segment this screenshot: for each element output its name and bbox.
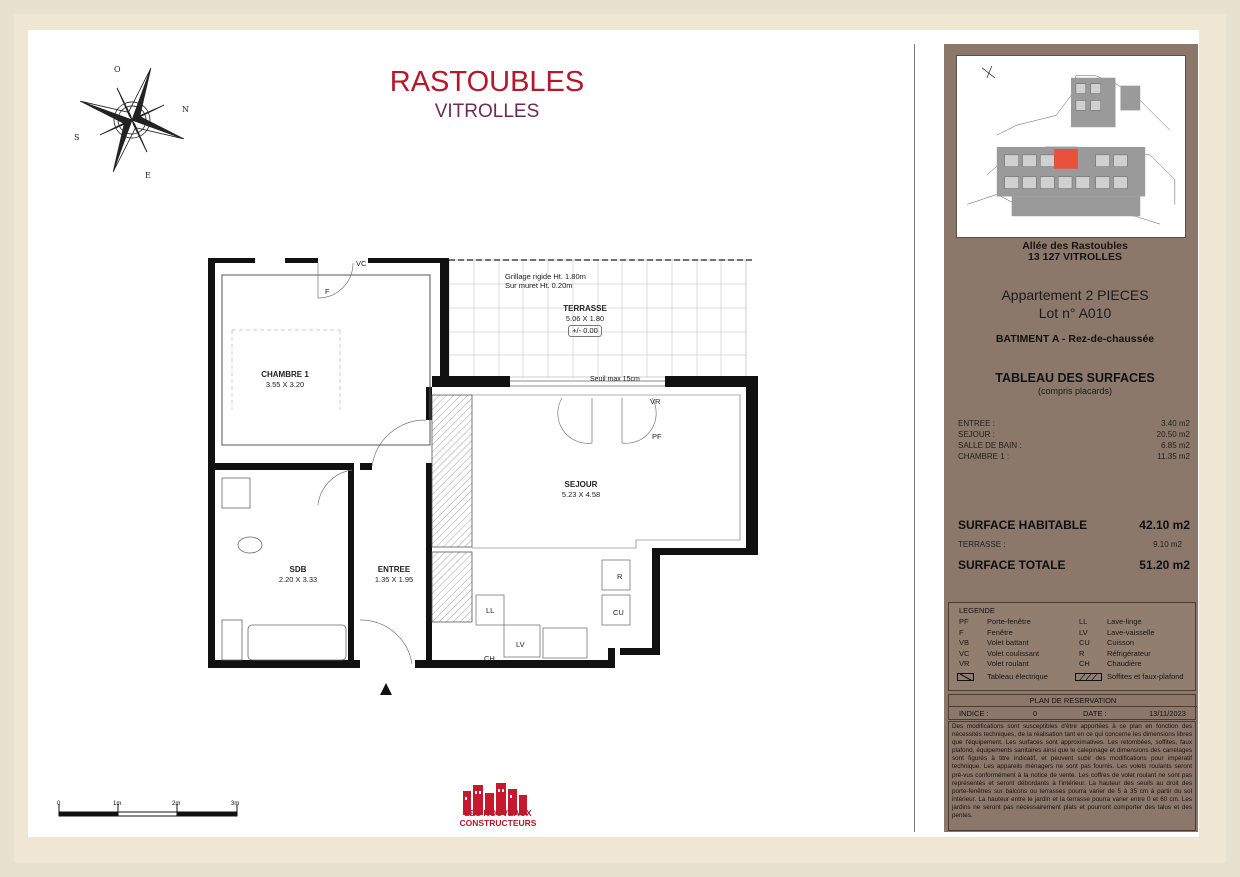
surfaces-table-subtitle: (compris placards)	[1037, 386, 1113, 396]
indice-label: INDICE :	[959, 709, 989, 718]
logo-text: LES NOUVEAUX CONSTRUCTEURS	[459, 808, 537, 828]
legend-right: LL Lave-linge LV Lave-vaisselle CU Cuisson R Réfrigérateur CH Chaudière	[1079, 617, 1155, 668]
compass-o-letter: O	[114, 65, 121, 74]
building-level: BATIMENT A - Rez-de-chaussée	[995, 333, 1155, 345]
tag-vr: VR	[650, 397, 661, 406]
compass-e-letter: E	[145, 171, 151, 180]
scale-label-0: 0	[57, 801, 61, 807]
tag-ll: LL	[486, 606, 495, 615]
floor-plan	[200, 250, 760, 700]
scale-bar	[55, 798, 245, 822]
surface-habitable: SURFACE HABITABLE 42.10 m2	[958, 518, 1190, 532]
surface-row: SEJOUR : 20.50 m2	[958, 430, 1190, 439]
tag-lv: LV	[516, 640, 525, 649]
legend-tableau: Tableau électrique	[987, 672, 1048, 681]
legend-box	[948, 602, 1196, 691]
compass-n-letter: N	[182, 105, 189, 114]
seuil-note: Seuil max 15cm	[590, 376, 640, 383]
surface-row: CHAMBRE 1 : 11.35 m2	[958, 452, 1190, 461]
tag-vc: VC	[356, 259, 367, 268]
project-subtitle: VITROLLES	[434, 101, 540, 122]
indice-value: 0	[1033, 709, 1038, 718]
soffites-hatch-icon	[1075, 673, 1103, 682]
tableau-electrique-icon	[957, 673, 975, 682]
scale-label-2: 2m	[172, 801, 181, 807]
terrasse-level-badge: +/- 0.00	[568, 325, 602, 337]
disclaimer-text: Des modifications sont susceptibles d'être apportées à ce plan en fonction des nécessités techniques, de la réalisation tant en ce qui concerne les dimensions libres que l'équipement. Les surfaces sont approximatives. Les retombées, soffites, faux plafond, équipements sanitaires ainsi que le calepinage et dimensions des carrelages sont figurés à titre indicatif, et peuvent subir des modifications pour impératif technique. Les appareils ménagers ne sont pas fournis. Les volets roulants seront pré-vus conformément à la notice de vente. Les coffres de volet roulant ne sont pas représentés et seront débordants à l'intérieur. La hauteur des seuils au droit des porte-fenêtres sur balcons ou terrasses pourra varier de 5 à 35 cm à partir du sol intérieur. La hauteur entre le jardin et la terrasse pourra varier entre 0 et 60 cm. Les jardins ne seront pas nécessairement plats et pourront comporter des talus et des pentes.	[948, 721, 1196, 831]
legend-soffites: Soffites et faux-plafond	[1107, 672, 1184, 681]
compass-rose-icon	[70, 60, 190, 185]
surface-row: ENTREE : 3.40 m2	[958, 419, 1190, 428]
project-title: RASTOUBLES	[389, 66, 585, 98]
address: Allée des Rastoubles 13 127 VITROLLES	[1022, 240, 1128, 263]
surface-totale: SURFACE TOTALE 51.20 m2	[958, 558, 1190, 572]
surfaces-table-title: TABLEAU DES SURFACES	[995, 371, 1155, 385]
legend-title: LEGENDE	[959, 606, 995, 615]
grillage-note: Grillage rigide Ht. 1.80m Sur muret Ht. 0.20m	[505, 272, 586, 290]
date-value: 13/11/2023	[1149, 709, 1186, 718]
tag-r: R	[617, 572, 623, 581]
surface-row: SALLE DE BAIN : 6.85 m2	[958, 441, 1190, 450]
reservation-box	[948, 694, 1196, 720]
site-key-plan	[956, 55, 1186, 238]
date-label: DATE :	[1083, 709, 1107, 718]
tag-cu: CU	[613, 608, 624, 617]
tag-pf: PF	[652, 432, 662, 441]
room-chambre: CHAMBRE 1 3.55 X 3.20	[261, 370, 309, 389]
divider	[914, 44, 915, 832]
scale-label-3: 3m	[231, 801, 240, 807]
room-entree: ENTREE 1.35 X 1.95	[374, 565, 414, 584]
room-terrasse: TERRASSE 5.06 X 1.80 +/- 0.00	[563, 304, 607, 335]
legend-left: PF Porte-fenêtre F Fenêtre VB Volet battant VC Volet coulissant VR Volet roulant	[959, 617, 1040, 668]
room-sejour: SEJOUR 5.23 X 4.58	[561, 480, 601, 499]
tag-ch: CH	[484, 654, 495, 663]
apartment-title: Appartement 2 PIECES Lot n° A010	[1001, 287, 1149, 321]
tag-f: F	[325, 287, 330, 296]
compass-s-letter: S	[74, 133, 80, 142]
room-sdb: SDB 2.20 X 3.33	[278, 565, 318, 584]
reservation-title: PLAN DE RESERVATION	[1029, 696, 1117, 705]
scale-label-1: 1m	[113, 801, 122, 807]
surface-terrasse: TERRASSE : 9.10 m2	[958, 540, 1182, 549]
